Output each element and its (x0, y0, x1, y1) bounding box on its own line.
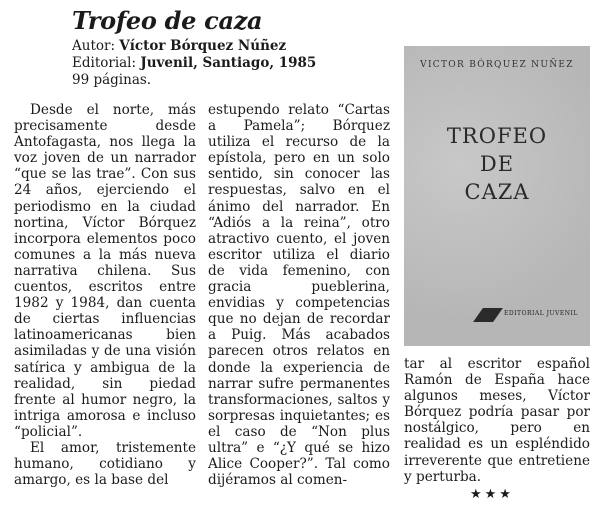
author-line (72, 38, 316, 55)
cover-title-line: CAZA (464, 180, 530, 204)
book-info (72, 38, 316, 89)
author-name: Víctor Bórquez Núñez (119, 38, 287, 54)
text-column-1 (14, 102, 196, 488)
cover-author: VICTOR BÓRQUEZ NUÑEZ (420, 60, 574, 70)
publisher-label: Editorial: (72, 55, 137, 71)
author-label: Autor: (72, 38, 115, 54)
text-column-2 (208, 102, 390, 488)
text-column-3 (404, 356, 590, 485)
rating-stars: ★★★ (470, 487, 514, 502)
publisher-line (72, 55, 316, 72)
paragraph: tar al escritor español Ramón de España hace algunos meses, Víctor Bórquez podría pasar por nostálgico, pero en realidad es un espléndido irreverente que entretiene y perturba. (404, 356, 590, 485)
cover-title (404, 122, 590, 206)
paragraph: Desde el norte, más precisamente desde Antofagasta, nos llega la voz joven de un narrador “que se las trae”. Con sus 24 años, ejerciendo el periodismo en la ciudad nortina, Víctor Bórquez incorpora elementos poco comunes a la más nueva narrativa chilena. Sus cuentos, escritos entre 1982 y 1984, dan cuenta de ciertas influencias latinoamericanas bien asimiladas y de una visión satírica y ambigua de la realidad, sin piedad frente al humor negro, la intriga amorosa e incluso “policial”. (14, 102, 196, 440)
cover-title-line: DE (479, 152, 515, 176)
cover-publisher: EDITORIAL JUVENIL (504, 310, 578, 317)
page-count: 99 páginas. (72, 72, 152, 88)
book-cover-image (404, 46, 590, 346)
article-title: Trofeo de caza (72, 6, 263, 35)
cover-title-line: TROFEO (446, 124, 548, 148)
publisher-name: Juvenil, Santiago, 1985 (140, 55, 317, 71)
paragraph: estupendo relato “Cartas a Pamela”; Bórquez utiliza el recurso de la epístola, pero en un solo sentido, sin conocer las respuestas, salvo en el ánimo del narrador. En “Adiós a la reina”, otro atractivo cuento, el joven escritor utiliza el diario de vida femenino, con gracia pueblerina, envidias y competencias que no dejan de recordar a Puig. Más acabados parecen otros relatos en donde la experiencia de narrar sufre permanentes transformaciones, saltos y sorpresas inquietantes; es el caso de “Non plus ultra” e “¿Y qué se hizo Alice Cooper?”. Tal como dijéramos al comen- (208, 102, 390, 489)
publisher-logo-icon (473, 308, 503, 322)
paragraph: El amor, tristemente humano, cotidiano y amargo, es la base del (14, 439, 196, 489)
